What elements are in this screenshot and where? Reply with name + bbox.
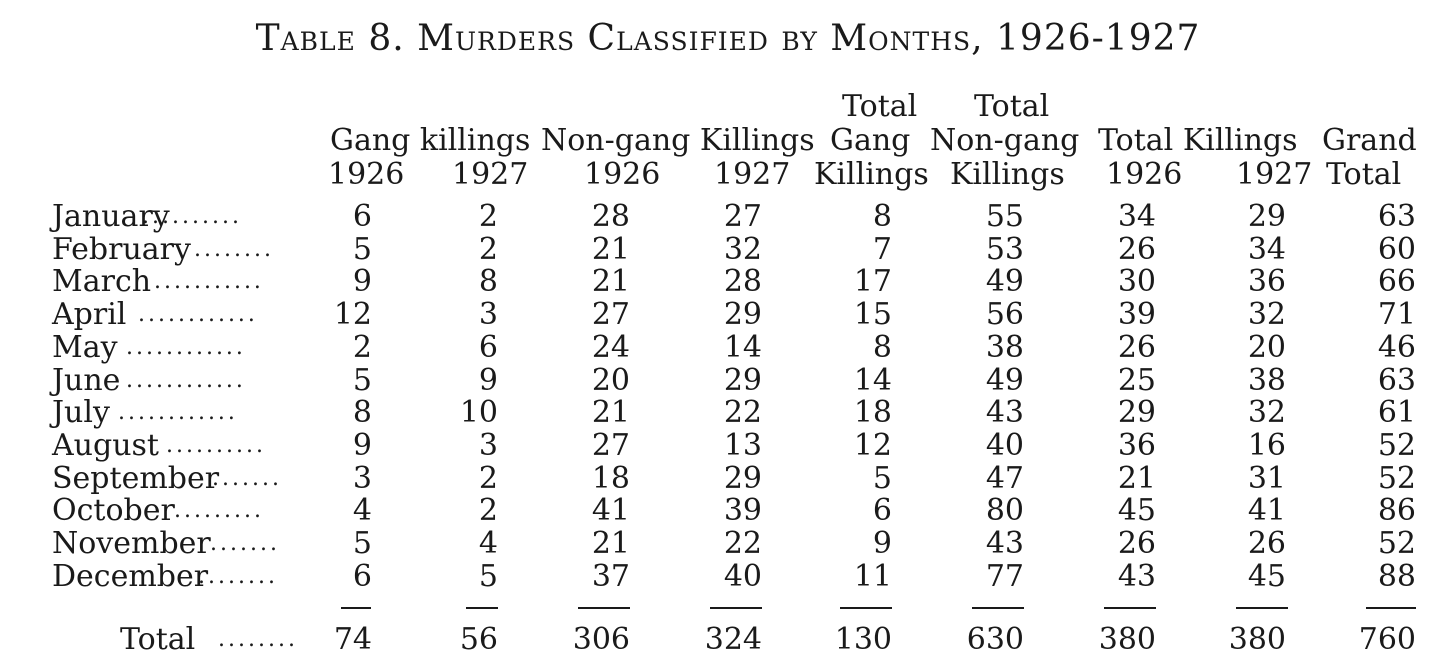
month-label: January <box>52 199 170 234</box>
month-label: May <box>52 329 118 365</box>
cell-gang-1926: 3 <box>352 460 372 496</box>
header-grand-total-line1: Grand <box>1322 123 1417 158</box>
cell-non-gang-1926: 18 <box>591 460 630 496</box>
table-row <box>0 494 1456 527</box>
cell-total-non-gang-killings: 53 <box>985 231 1024 267</box>
header-gang-killings: Gang killings <box>330 123 531 158</box>
cell-total-non-gang-killings: 56 <box>985 297 1024 333</box>
header-total-1926: 1926 <box>1106 157 1183 192</box>
cell-gang-1927: 2 <box>478 493 498 529</box>
cell-gang-1926: 9 <box>352 427 372 463</box>
leader-dots: ........ <box>218 627 298 652</box>
month-label: November <box>52 526 211 561</box>
header-total-gang-line1: Total <box>842 89 918 124</box>
cell-total-gang-killings: 15 <box>853 297 892 333</box>
cell-non-gang-1927: 39 <box>723 493 762 529</box>
header-non-gang-1926: 1926 <box>584 157 661 192</box>
total-label: Total <box>120 622 196 657</box>
total-non-gang-1927: 324 <box>704 622 762 657</box>
separator-rule <box>578 607 630 609</box>
cell-total-1926: 26 <box>1117 526 1156 561</box>
leader-dots: ........ <box>198 563 278 589</box>
cell-grand-total: 66 <box>1377 264 1416 300</box>
table-row <box>0 429 1456 462</box>
leader-dots: ....... <box>212 465 282 491</box>
cell-total-non-gang-killings: 55 <box>985 199 1024 234</box>
separator-rule <box>1236 607 1288 609</box>
separator-rule <box>341 607 371 609</box>
month-label: September <box>52 460 220 496</box>
table-row <box>0 364 1456 397</box>
cell-total-gang-killings: 17 <box>853 264 892 300</box>
cell-gang-1927: 3 <box>478 427 498 463</box>
separator-rule <box>840 607 892 609</box>
month-label: February <box>52 231 191 267</box>
cell-total-1926: 30 <box>1117 264 1156 300</box>
cell-gang-1926: 5 <box>352 231 372 267</box>
table-row <box>0 233 1456 266</box>
cell-total-1926: 39 <box>1117 297 1156 333</box>
cell-grand-total: 52 <box>1377 526 1416 561</box>
separator-rule <box>466 607 498 609</box>
month-label: June <box>52 362 121 398</box>
cell-non-gang-1926: 21 <box>591 264 630 300</box>
leader-dots: ............ <box>118 400 238 426</box>
cell-gang-1926: 4 <box>352 493 372 529</box>
cell-total-gang-killings: 9 <box>872 526 892 561</box>
header-total-gang-line3: Killings <box>814 157 929 192</box>
cell-non-gang-1927: 40 <box>723 558 762 594</box>
cell-non-gang-1926: 27 <box>591 427 630 463</box>
leader-dots: ........... <box>154 269 264 295</box>
header-grand-total-line2: Total <box>1326 157 1402 192</box>
cell-gang-1927: 5 <box>478 558 498 594</box>
leader-dots: .......... <box>142 204 242 229</box>
leader-dots: ........ <box>194 236 274 262</box>
month-label: April <box>52 297 127 333</box>
cell-total-gang-killings: 6 <box>872 493 892 529</box>
cell-non-gang-1926: 21 <box>591 395 630 431</box>
cell-total-1927: 34 <box>1247 231 1286 267</box>
cell-gang-1926: 6 <box>352 199 372 234</box>
cell-total-1926: 26 <box>1117 231 1156 267</box>
cell-gang-1926: 9 <box>352 264 372 300</box>
cell-total-non-gang-killings: 38 <box>985 329 1024 365</box>
cell-gang-1927: 10 <box>459 395 498 431</box>
cell-total-1926: 25 <box>1117 362 1156 398</box>
cell-total-non-gang-killings: 77 <box>985 558 1024 594</box>
cell-total-1927: 16 <box>1247 427 1286 463</box>
cell-grand-total: 61 <box>1377 395 1416 431</box>
cell-total-gang-killings: 14 <box>853 362 892 398</box>
cell-gang-1927: 2 <box>478 460 498 496</box>
cell-total-1927: 26 <box>1247 526 1286 561</box>
cell-total-1926: 29 <box>1117 395 1156 431</box>
cell-total-non-gang-killings: 40 <box>985 427 1024 463</box>
cell-total-gang-killings: 5 <box>872 460 892 496</box>
cell-non-gang-1926: 27 <box>591 297 630 333</box>
total-row <box>0 623 1456 656</box>
total-1927: 380 <box>1228 622 1286 657</box>
cell-gang-1926: 6 <box>352 558 372 594</box>
cell-non-gang-1926: 37 <box>591 558 630 594</box>
cell-total-1927: 38 <box>1247 362 1286 398</box>
cell-total-1926: 21 <box>1117 460 1156 496</box>
cell-total-gang-killings: 11 <box>853 558 892 594</box>
cell-total-1926: 45 <box>1117 493 1156 529</box>
table-row <box>0 200 1456 233</box>
cell-non-gang-1927: 13 <box>723 427 762 463</box>
cell-grand-total: 63 <box>1377 199 1416 234</box>
cell-non-gang-1926: 41 <box>591 493 630 529</box>
table-row <box>0 298 1456 331</box>
cell-non-gang-1926: 24 <box>591 329 630 365</box>
cell-non-gang-1926: 20 <box>591 362 630 398</box>
cell-gang-1927: 8 <box>478 264 498 300</box>
total-gang-1927: 56 <box>459 622 498 657</box>
cell-gang-1926: 5 <box>352 362 372 398</box>
cell-non-gang-1926: 21 <box>591 526 630 561</box>
cell-total-gang-killings: 8 <box>872 329 892 365</box>
cell-non-gang-1927: 22 <box>723 395 762 431</box>
cell-total-1927: 31 <box>1247 460 1286 496</box>
cell-gang-1927: 2 <box>478 199 498 234</box>
header-total-non-gang-line1: Total <box>974 89 1050 124</box>
separator-rule <box>1104 607 1156 609</box>
header-non-gang-killings: Non-gang Killings <box>541 123 815 158</box>
header-total-non-gang-line2: Non-gang <box>930 123 1080 158</box>
header-total-gang-line2: Gang <box>830 123 911 158</box>
cell-non-gang-1926: 28 <box>591 199 630 234</box>
cell-non-gang-1926: 21 <box>591 231 630 267</box>
cell-total-1927: 32 <box>1247 395 1286 431</box>
cell-total-gang-killings: 8 <box>872 199 892 234</box>
separator-rule <box>972 607 1024 609</box>
table-row <box>0 462 1456 495</box>
cell-total-1926: 43 <box>1117 558 1156 594</box>
cell-total-1927: 45 <box>1247 558 1286 594</box>
header-total-non-gang-line3: Killings <box>950 157 1065 192</box>
leader-dots: ............ <box>126 334 246 360</box>
cell-total-1927: 20 <box>1247 329 1286 365</box>
month-label: October <box>52 493 175 529</box>
cell-grand-total: 88 <box>1377 558 1416 594</box>
cell-grand-total: 86 <box>1377 493 1416 529</box>
cell-total-non-gang-killings: 43 <box>985 395 1024 431</box>
cell-gang-1926: 2 <box>352 329 372 365</box>
cell-non-gang-1927: 14 <box>723 329 762 365</box>
header-total-killings: Total Killings <box>1098 123 1298 158</box>
cell-grand-total: 71 <box>1377 297 1416 333</box>
cell-grand-total: 63 <box>1377 362 1416 398</box>
table-row <box>0 331 1456 364</box>
separator-rule <box>1366 607 1416 609</box>
cell-total-1927: 36 <box>1247 264 1286 300</box>
total-non-gang-killings: 630 <box>966 622 1024 657</box>
total-gang-killings: 130 <box>834 622 892 657</box>
cell-total-gang-killings: 7 <box>872 231 892 267</box>
cell-non-gang-1927: 32 <box>723 231 762 267</box>
cell-non-gang-1927: 29 <box>723 362 762 398</box>
cell-gang-1927: 9 <box>478 362 498 398</box>
cell-grand-total: 46 <box>1377 329 1416 365</box>
cell-total-non-gang-killings: 49 <box>985 264 1024 300</box>
header-gang-1927: 1927 <box>452 157 529 192</box>
cell-non-gang-1927: 29 <box>723 460 762 496</box>
total-1926: 380 <box>1098 622 1156 657</box>
cell-total-1927: 29 <box>1247 199 1286 234</box>
total-grand-total: 760 <box>1358 622 1416 657</box>
table-row <box>0 265 1456 298</box>
cell-gang-1927: 4 <box>478 526 498 561</box>
cell-total-gang-killings: 18 <box>853 395 892 431</box>
cell-non-gang-1927: 27 <box>723 199 762 234</box>
leader-dots: ............ <box>126 367 246 393</box>
cell-total-1927: 32 <box>1247 297 1286 333</box>
month-label: March <box>52 264 152 300</box>
cell-total-non-gang-killings: 49 <box>985 362 1024 398</box>
leader-dots: ......... <box>174 498 264 524</box>
cell-grand-total: 60 <box>1377 231 1416 267</box>
cell-non-gang-1927: 28 <box>723 264 762 300</box>
table-row <box>0 396 1456 429</box>
cell-total-1927: 41 <box>1247 493 1286 529</box>
cell-non-gang-1927: 22 <box>723 526 762 561</box>
total-gang-1926: 74 <box>333 622 372 657</box>
table-title: Table 8. Murders Classified by Months, 1926-1927 <box>255 18 1201 59</box>
month-label: August <box>52 427 159 463</box>
cell-total-gang-killings: 12 <box>853 427 892 463</box>
cell-gang-1926: 8 <box>352 395 372 431</box>
cell-grand-total: 52 <box>1377 460 1416 496</box>
leader-dots: .......... <box>166 432 266 458</box>
table-row <box>0 560 1456 593</box>
cell-gang-1927: 6 <box>478 329 498 365</box>
cell-total-1926: 34 <box>1117 199 1156 234</box>
cell-total-1926: 26 <box>1117 329 1156 365</box>
cell-total-non-gang-killings: 43 <box>985 526 1024 561</box>
table-row <box>0 527 1456 560</box>
leader-dots: ............ <box>138 302 258 328</box>
header-gang-1926: 1926 <box>328 157 405 192</box>
cell-gang-1927: 3 <box>478 297 498 333</box>
cell-total-1926: 36 <box>1117 427 1156 463</box>
header-non-gang-1927: 1927 <box>714 157 791 192</box>
cell-grand-total: 52 <box>1377 427 1416 463</box>
cell-gang-1927: 2 <box>478 231 498 267</box>
cell-gang-1926: 5 <box>352 526 372 561</box>
month-label: July <box>52 395 110 431</box>
cell-gang-1926: 12 <box>333 297 372 333</box>
month-label: December <box>52 558 209 594</box>
leader-dots: ....... <box>210 531 280 556</box>
cell-non-gang-1927: 29 <box>723 297 762 333</box>
total-non-gang-1926: 306 <box>572 622 630 657</box>
separator-rule <box>710 607 762 609</box>
cell-total-non-gang-killings: 80 <box>985 493 1024 529</box>
cell-total-non-gang-killings: 47 <box>985 460 1024 496</box>
header-total-1927: 1927 <box>1236 157 1313 192</box>
